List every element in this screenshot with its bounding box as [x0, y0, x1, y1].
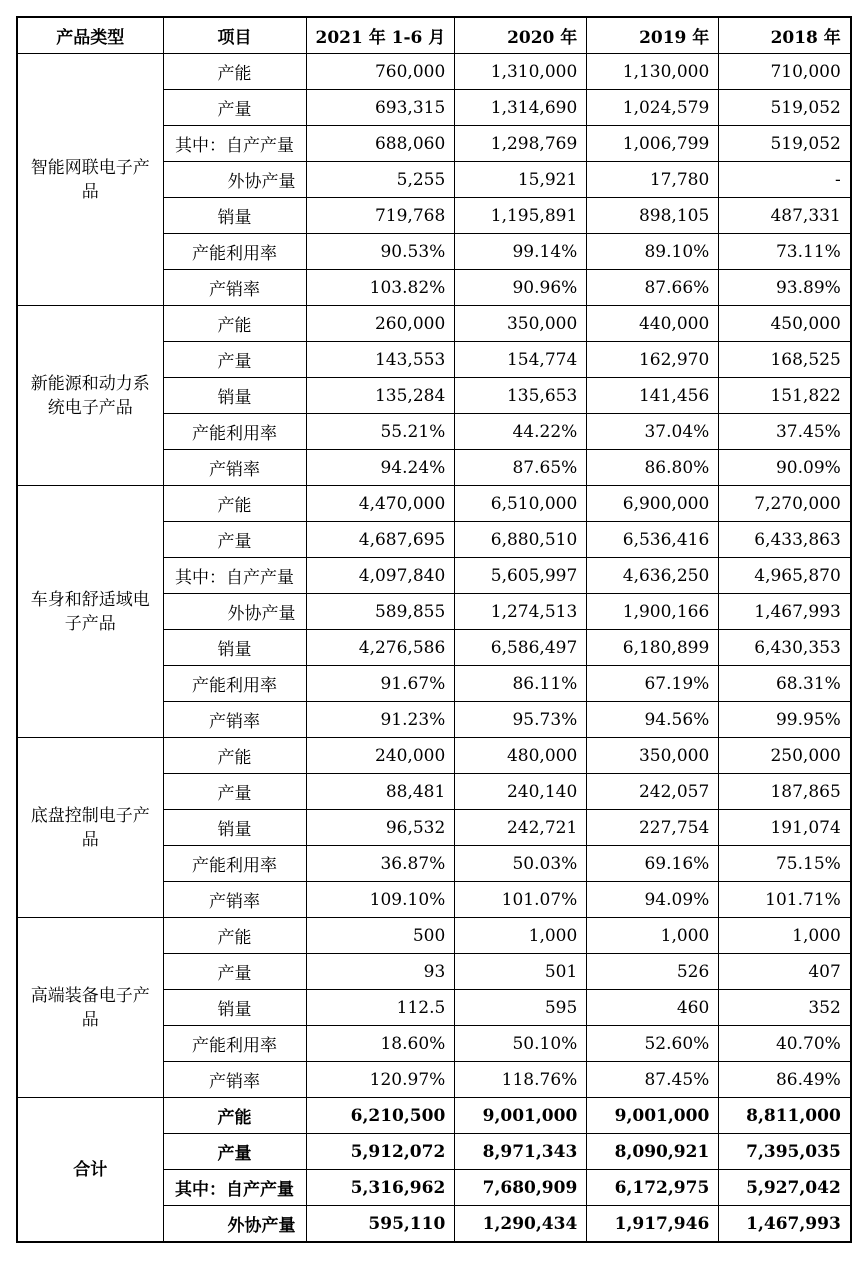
value-cell: 4,636,250	[587, 558, 719, 594]
item-cell: 销量	[163, 378, 306, 414]
value-cell: 36.87%	[306, 846, 455, 882]
value-cell: 17,780	[587, 162, 719, 198]
value-cell: 6,880,510	[455, 522, 587, 558]
value-cell: 187,865	[719, 774, 851, 810]
table-row	[17, 918, 851, 954]
value-cell: 6,180,899	[587, 630, 719, 666]
table-row	[17, 54, 851, 90]
value-cell: 103.82%	[306, 270, 455, 306]
item-cell: 产量	[163, 522, 306, 558]
item-cell: 产能	[163, 738, 306, 774]
product-category-cell: 高端装备电子产品	[17, 918, 163, 1098]
value-cell: 151,822	[719, 378, 851, 414]
value-cell: 1,298,769	[455, 126, 587, 162]
value-cell: 719,768	[306, 198, 455, 234]
value-cell: 1,000	[719, 918, 851, 954]
value-cell: 352	[719, 990, 851, 1026]
value-cell: 9,001,000	[455, 1098, 587, 1134]
value-cell: 6,172,975	[587, 1170, 719, 1206]
value-cell: 44.22%	[455, 414, 587, 450]
value-cell: 101.71%	[719, 882, 851, 918]
value-cell: 112.5	[306, 990, 455, 1026]
item-cell: 产量	[163, 90, 306, 126]
value-cell: 135,284	[306, 378, 455, 414]
value-cell: 143,553	[306, 342, 455, 378]
value-cell: 688,060	[306, 126, 455, 162]
value-cell: 73.11%	[719, 234, 851, 270]
value-cell: 8,971,343	[455, 1134, 587, 1170]
value-cell: 109.10%	[306, 882, 455, 918]
value-cell: 1,130,000	[587, 54, 719, 90]
item-cell: 销量	[163, 630, 306, 666]
value-cell: 242,057	[587, 774, 719, 810]
item-cell: 产能	[163, 918, 306, 954]
value-cell: 710,000	[719, 54, 851, 90]
header-row	[17, 17, 851, 54]
item-cell: 产销率	[163, 1062, 306, 1098]
item-cell: 产能利用率	[163, 1026, 306, 1062]
item-cell: 外协产量	[163, 162, 306, 198]
item-cell: 其中：自产产量	[163, 126, 306, 162]
value-cell: 350,000	[587, 738, 719, 774]
value-cell: 501	[455, 954, 587, 990]
header-2021h1: 2021 年 1-6 月	[306, 17, 455, 54]
value-cell: 519,052	[719, 126, 851, 162]
value-cell: 154,774	[455, 342, 587, 378]
value-cell: 7,395,035	[719, 1134, 851, 1170]
value-cell: 1,195,891	[455, 198, 587, 234]
value-cell: 1,467,993	[719, 1206, 851, 1243]
value-cell: 450,000	[719, 306, 851, 342]
item-cell: 产能	[163, 306, 306, 342]
value-cell: 1,024,579	[587, 90, 719, 126]
table-row	[17, 306, 851, 342]
value-cell: 250,000	[719, 738, 851, 774]
value-cell: 90.09%	[719, 450, 851, 486]
value-cell: 1,000	[587, 918, 719, 954]
value-cell: 5,255	[306, 162, 455, 198]
value-cell: 4,687,695	[306, 522, 455, 558]
value-cell: 94.56%	[587, 702, 719, 738]
item-cell: 产销率	[163, 882, 306, 918]
value-cell: 500	[306, 918, 455, 954]
value-cell: 95.73%	[455, 702, 587, 738]
value-cell: 68.31%	[719, 666, 851, 702]
value-cell: 480,000	[455, 738, 587, 774]
value-cell: 8,090,921	[587, 1134, 719, 1170]
product-category-cell: 车身和舒适域电子产品	[17, 486, 163, 738]
value-cell: 407	[719, 954, 851, 990]
header-2018: 2018 年	[719, 17, 851, 54]
product-category-cell: 智能网联电子产品	[17, 54, 163, 306]
item-cell: 其中：自产产量	[163, 558, 306, 594]
value-cell: 37.45%	[719, 414, 851, 450]
value-cell: 91.23%	[306, 702, 455, 738]
item-cell: 外协产量	[163, 594, 306, 630]
value-cell: 96,532	[306, 810, 455, 846]
value-cell: 168,525	[719, 342, 851, 378]
value-cell: 760,000	[306, 54, 455, 90]
value-cell: 135,653	[455, 378, 587, 414]
value-cell: 55.21%	[306, 414, 455, 450]
value-cell: 5,605,997	[455, 558, 587, 594]
product-category-cell: 新能源和动力系统电子产品	[17, 306, 163, 486]
value-cell: 18.60%	[306, 1026, 455, 1062]
value-cell: 240,140	[455, 774, 587, 810]
item-cell: 产销率	[163, 702, 306, 738]
value-cell: 4,276,586	[306, 630, 455, 666]
value-cell: 50.10%	[455, 1026, 587, 1062]
value-cell: 4,097,840	[306, 558, 455, 594]
value-cell: 120.97%	[306, 1062, 455, 1098]
value-cell: 87.45%	[587, 1062, 719, 1098]
value-cell: 6,536,416	[587, 522, 719, 558]
item-cell: 销量	[163, 990, 306, 1026]
item-cell: 其中：自产产量	[163, 1170, 306, 1206]
value-cell: 595,110	[306, 1206, 455, 1243]
item-cell: 产能	[163, 486, 306, 522]
value-cell: 8,811,000	[719, 1098, 851, 1134]
value-cell: 75.15%	[719, 846, 851, 882]
value-cell: 1,274,513	[455, 594, 587, 630]
value-cell: 87.66%	[587, 270, 719, 306]
value-cell: 101.07%	[455, 882, 587, 918]
table-row	[17, 1098, 851, 1134]
value-cell: 898,105	[587, 198, 719, 234]
product-category-cell: 合计	[17, 1098, 163, 1243]
table-body	[17, 54, 851, 1243]
item-cell: 产量	[163, 954, 306, 990]
value-cell: 9,001,000	[587, 1098, 719, 1134]
value-cell: 69.16%	[587, 846, 719, 882]
value-cell: 6,586,497	[455, 630, 587, 666]
value-cell: 1,290,434	[455, 1206, 587, 1243]
item-cell: 产量	[163, 774, 306, 810]
header-product-type: 产品类型	[17, 17, 163, 54]
item-cell: 产能利用率	[163, 414, 306, 450]
header-item: 项目	[163, 17, 306, 54]
value-cell: 1,314,690	[455, 90, 587, 126]
value-cell: 89.10%	[587, 234, 719, 270]
value-cell: 90.96%	[455, 270, 587, 306]
value-cell: 6,510,000	[455, 486, 587, 522]
value-cell: 91.67%	[306, 666, 455, 702]
value-cell: 86.49%	[719, 1062, 851, 1098]
value-cell: 86.11%	[455, 666, 587, 702]
value-cell: 1,000	[455, 918, 587, 954]
value-cell: 7,270,000	[719, 486, 851, 522]
value-cell: 191,074	[719, 810, 851, 846]
table-row	[17, 738, 851, 774]
value-cell: 1,006,799	[587, 126, 719, 162]
value-cell: 519,052	[719, 90, 851, 126]
value-cell: 242,721	[455, 810, 587, 846]
value-cell: 526	[587, 954, 719, 990]
value-cell: 15,921	[455, 162, 587, 198]
item-cell: 产能	[163, 54, 306, 90]
value-cell: 1,900,166	[587, 594, 719, 630]
value-cell: 260,000	[306, 306, 455, 342]
value-cell: 87.65%	[455, 450, 587, 486]
value-cell: 94.09%	[587, 882, 719, 918]
value-cell: 5,316,962	[306, 1170, 455, 1206]
value-cell: 1,917,946	[587, 1206, 719, 1243]
header-2020: 2020 年	[455, 17, 587, 54]
value-cell: 4,965,870	[719, 558, 851, 594]
value-cell: 50.03%	[455, 846, 587, 882]
table-row	[17, 486, 851, 522]
value-cell: 118.76%	[455, 1062, 587, 1098]
value-cell: 595	[455, 990, 587, 1026]
value-cell: 4,470,000	[306, 486, 455, 522]
value-cell: 440,000	[587, 306, 719, 342]
value-cell: 6,433,863	[719, 522, 851, 558]
value-cell: 6,430,353	[719, 630, 851, 666]
value-cell: 93	[306, 954, 455, 990]
item-cell: 产能利用率	[163, 846, 306, 882]
value-cell: 460	[587, 990, 719, 1026]
value-cell: 350,000	[455, 306, 587, 342]
capacity-production-table	[16, 16, 852, 1243]
value-cell: 240,000	[306, 738, 455, 774]
item-cell: 产能利用率	[163, 666, 306, 702]
value-cell: 6,210,500	[306, 1098, 455, 1134]
header-2019: 2019 年	[587, 17, 719, 54]
value-cell: 162,970	[587, 342, 719, 378]
item-cell: 销量	[163, 198, 306, 234]
value-cell: 94.24%	[306, 450, 455, 486]
value-cell: 88,481	[306, 774, 455, 810]
item-cell: 产能	[163, 1098, 306, 1134]
value-cell: 86.80%	[587, 450, 719, 486]
value-cell: 37.04%	[587, 414, 719, 450]
value-cell: 52.60%	[587, 1026, 719, 1062]
value-cell: 6,900,000	[587, 486, 719, 522]
item-cell: 产销率	[163, 450, 306, 486]
value-cell: 141,456	[587, 378, 719, 414]
value-cell: 40.70%	[719, 1026, 851, 1062]
value-cell: 99.14%	[455, 234, 587, 270]
value-cell: 93.89%	[719, 270, 851, 306]
value-cell: -	[719, 162, 851, 198]
value-cell: 7,680,909	[455, 1170, 587, 1206]
value-cell: 589,855	[306, 594, 455, 630]
value-cell: 90.53%	[306, 234, 455, 270]
product-category-cell: 底盘控制电子产品	[17, 738, 163, 918]
item-cell: 外协产量	[163, 1206, 306, 1243]
item-cell: 产能利用率	[163, 234, 306, 270]
value-cell: 227,754	[587, 810, 719, 846]
value-cell: 693,315	[306, 90, 455, 126]
item-cell: 产量	[163, 342, 306, 378]
value-cell: 99.95%	[719, 702, 851, 738]
value-cell: 5,927,042	[719, 1170, 851, 1206]
item-cell: 销量	[163, 810, 306, 846]
value-cell: 1,467,993	[719, 594, 851, 630]
value-cell: 1,310,000	[455, 54, 587, 90]
value-cell: 67.19%	[587, 666, 719, 702]
value-cell: 5,912,072	[306, 1134, 455, 1170]
item-cell: 产量	[163, 1134, 306, 1170]
table-container	[16, 16, 852, 1243]
item-cell: 产销率	[163, 270, 306, 306]
value-cell: 487,331	[719, 198, 851, 234]
